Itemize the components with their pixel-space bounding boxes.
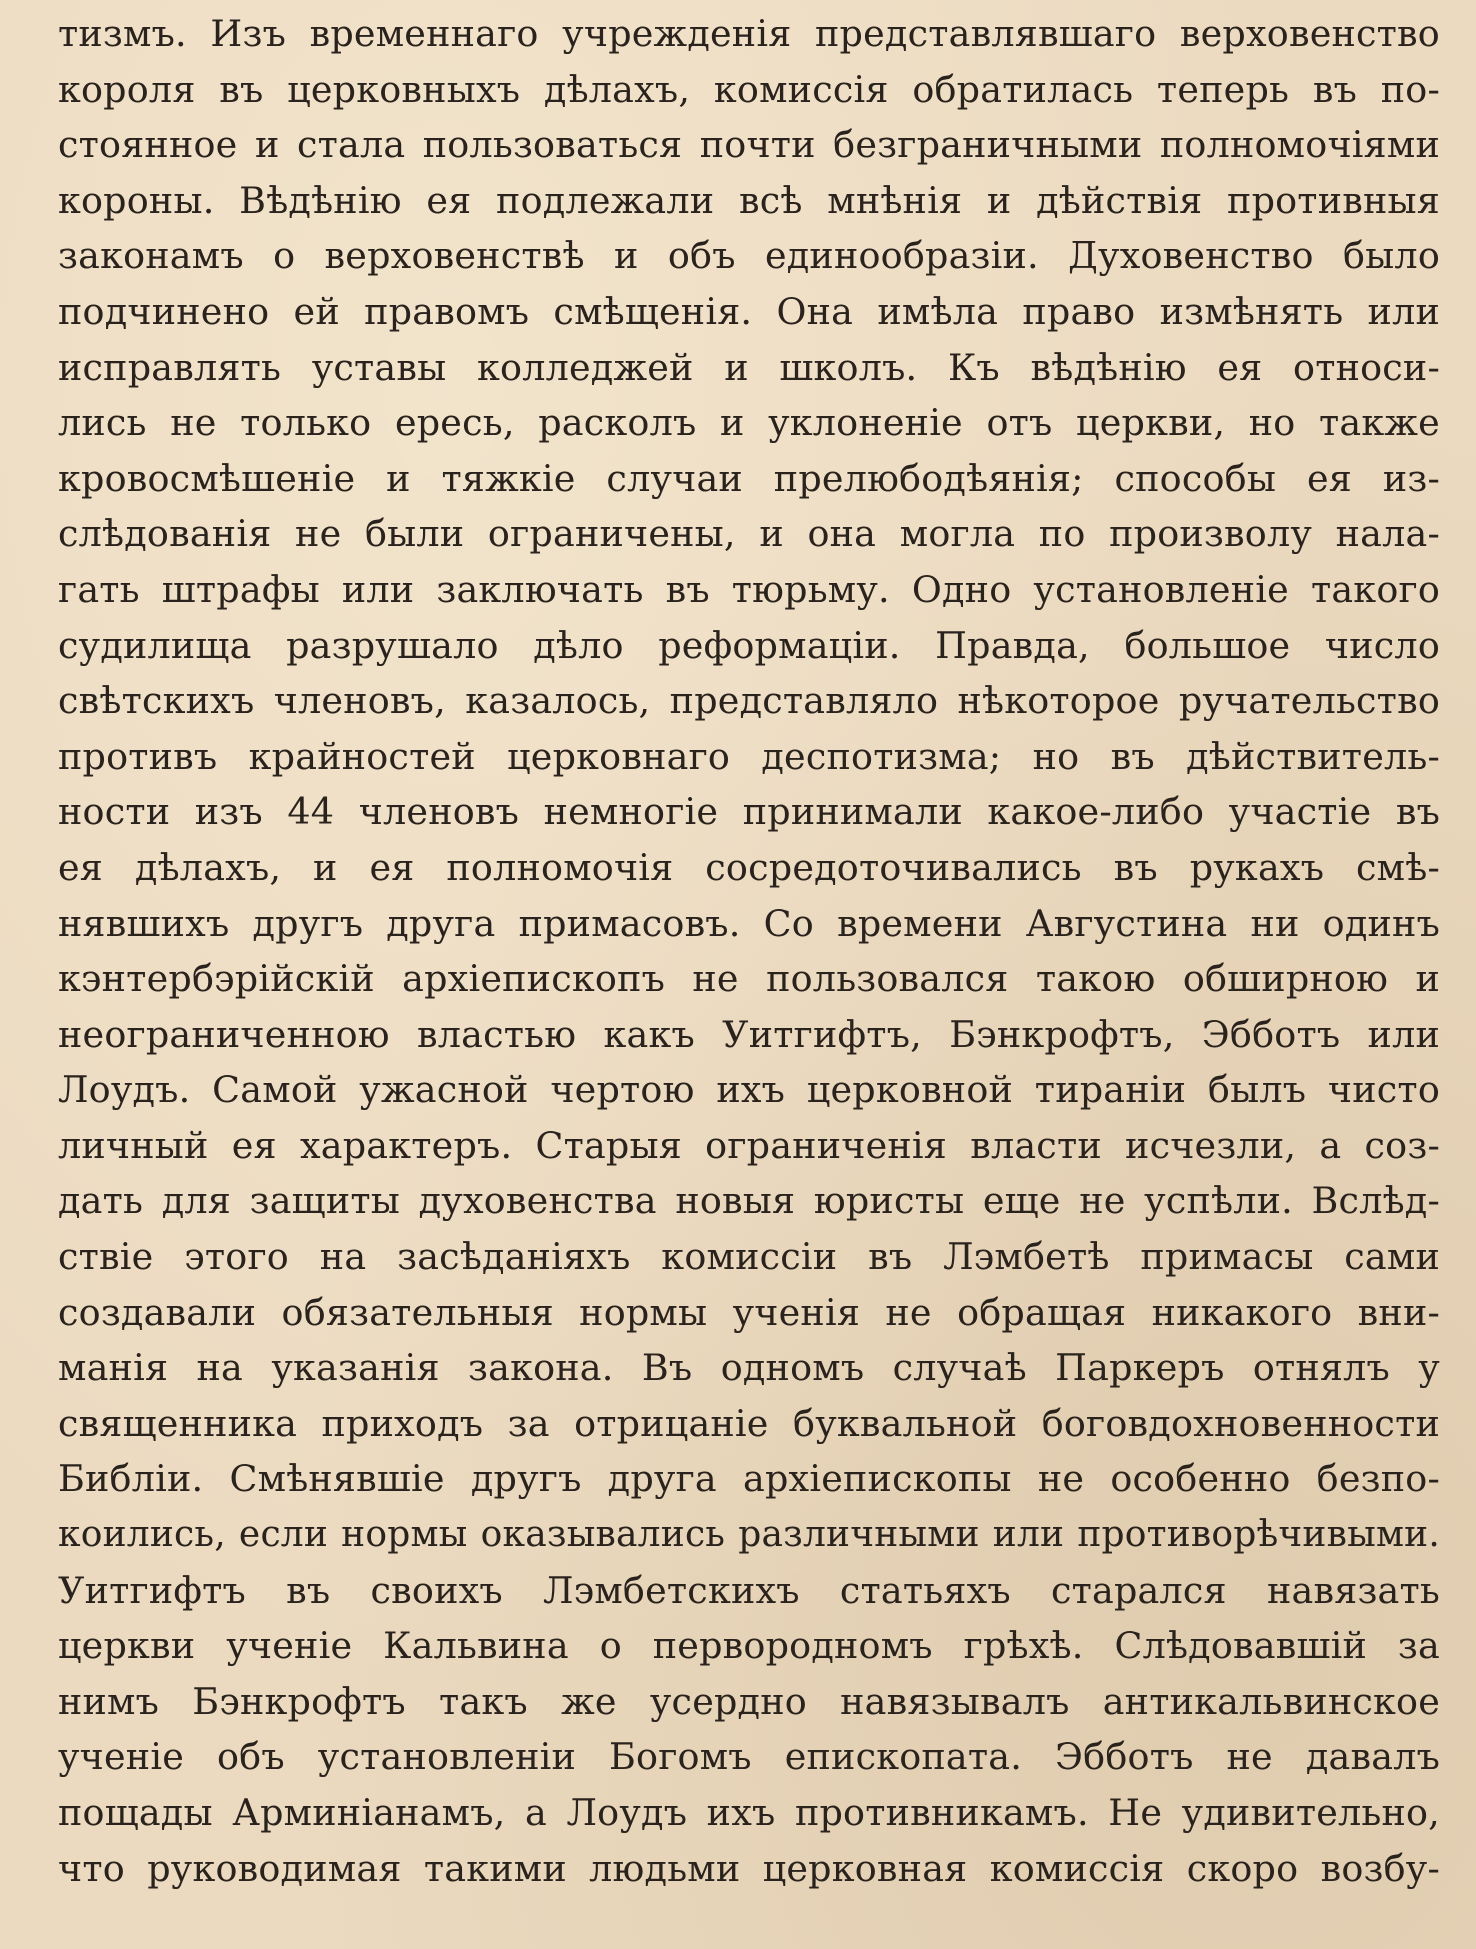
text-line: свѣтскихъ членовъ, казалось, представляло нѣкоторое ручательство <box>58 679 1440 723</box>
text-line: нимъ Бэнкрофтъ такъ же усердно навязывалъ антикальвинское <box>58 1679 1440 1723</box>
text-line: пощады Арминіанамъ, а Лоудъ ихъ противникамъ. Не удивительно, <box>58 1791 1440 1834</box>
text-line: ученіе объ установленіи Богомъ епископата. Эбботъ не давалъ <box>58 1735 1440 1779</box>
text-line: ея дѣлахъ, и ея полномочія сосредоточивались въ рукахъ смѣ- <box>58 845 1440 889</box>
text-line: гать штрафы или заключать въ тюрьму. Одно установленіе такого <box>58 567 1440 611</box>
text-line: нявшихъ другъ друга примасовъ. Со времени Августина ни одинъ <box>58 901 1440 945</box>
text-line: Библіи. Смѣнявшіе другъ друга архіепископы не особенно безпо- <box>58 1457 1440 1501</box>
body-text <box>58 6 1440 1896</box>
text-line: короля въ церковныхъ дѣлахъ, комиссія обратилась теперь въ по- <box>58 67 1440 111</box>
text-line: законамъ о верховенствѣ и объ единообразіи. Духовенство было <box>58 234 1440 278</box>
text-line: церкви ученіе Кальвина о первородномъ грѣхѣ. Слѣдовавшій за <box>58 1624 1440 1668</box>
text-line: кровосмѣшеніе и тяжкіе случаи прелюбодѣянія; способы ея из- <box>58 456 1440 500</box>
text-line: короны. Вѣдѣнію ея подлежали всѣ мнѣнія и дѣйствія противныя <box>58 178 1440 222</box>
text-line: лись не только ересь, расколъ и уклоненіе отъ церкви, но также <box>58 401 1440 445</box>
text-line: дать для защиты духовенства новыя юристы еще не успѣли. Вслѣд- <box>58 1179 1440 1223</box>
text-line: священника приходъ за отрицаніе буквальной боговдохновенности <box>58 1401 1440 1445</box>
text-line: создавали обязательныя нормы ученія не обращая никакого вни- <box>58 1290 1440 1334</box>
text-line: Лоудъ. Самой ужасной чертою ихъ церковной тираніи былъ чисто <box>58 1068 1440 1112</box>
text-line: ности изъ 44 членовъ немногіе принимали какое-либо участіе въ <box>58 790 1440 834</box>
text-line: Уитгифтъ въ своихъ Лэмбетскихъ статьяхъ старался навязать <box>58 1568 1440 1612</box>
text-line: подчинено ей правомъ смѣщенія. Она имѣла право измѣнять или <box>58 289 1440 333</box>
text-line: кэнтербэрійскій архіепископъ не пользовался такою обширною и <box>58 957 1440 1001</box>
text-line: судилища разрушало дѣло реформаціи. Правда, большое число <box>58 623 1440 667</box>
text-line: слѣдованія не были ограничены, и она могла по произволу нала- <box>58 512 1440 556</box>
text-line: исправлять уставы колледжей и школъ. Къ вѣдѣнію ея относи- <box>58 345 1440 389</box>
text-line: стоянное и стала пользоваться почти безграничными полномочіями <box>58 123 1440 167</box>
text-line: коились, если нормы оказывались различными или противорѣчивыми. <box>58 1514 1440 1556</box>
text-line: манія на указанія закона. Въ одномъ случаѣ Паркеръ отнялъ у <box>58 1346 1440 1390</box>
text-line: противъ крайностей церковнаго деспотизма; но въ дѣйствитель- <box>58 734 1440 778</box>
text-line: неограниченною властью какъ Уитгифтъ, Бэнкрофтъ, Эбботъ или <box>58 1012 1440 1056</box>
text-line: что руководимая такими людьми церковная комиссія скоро возбу- <box>58 1846 1440 1890</box>
text-line: личный ея характеръ. Старыя ограниченія власти исчезли, а соз- <box>58 1123 1440 1167</box>
text-line: ствіе этого на засѣданіяхъ комиссіи въ Лэмбетѣ примасы сами <box>58 1235 1440 1279</box>
text-line: тизмъ. Изъ временнаго учрежденія представлявшаго верховенство <box>58 12 1440 55</box>
